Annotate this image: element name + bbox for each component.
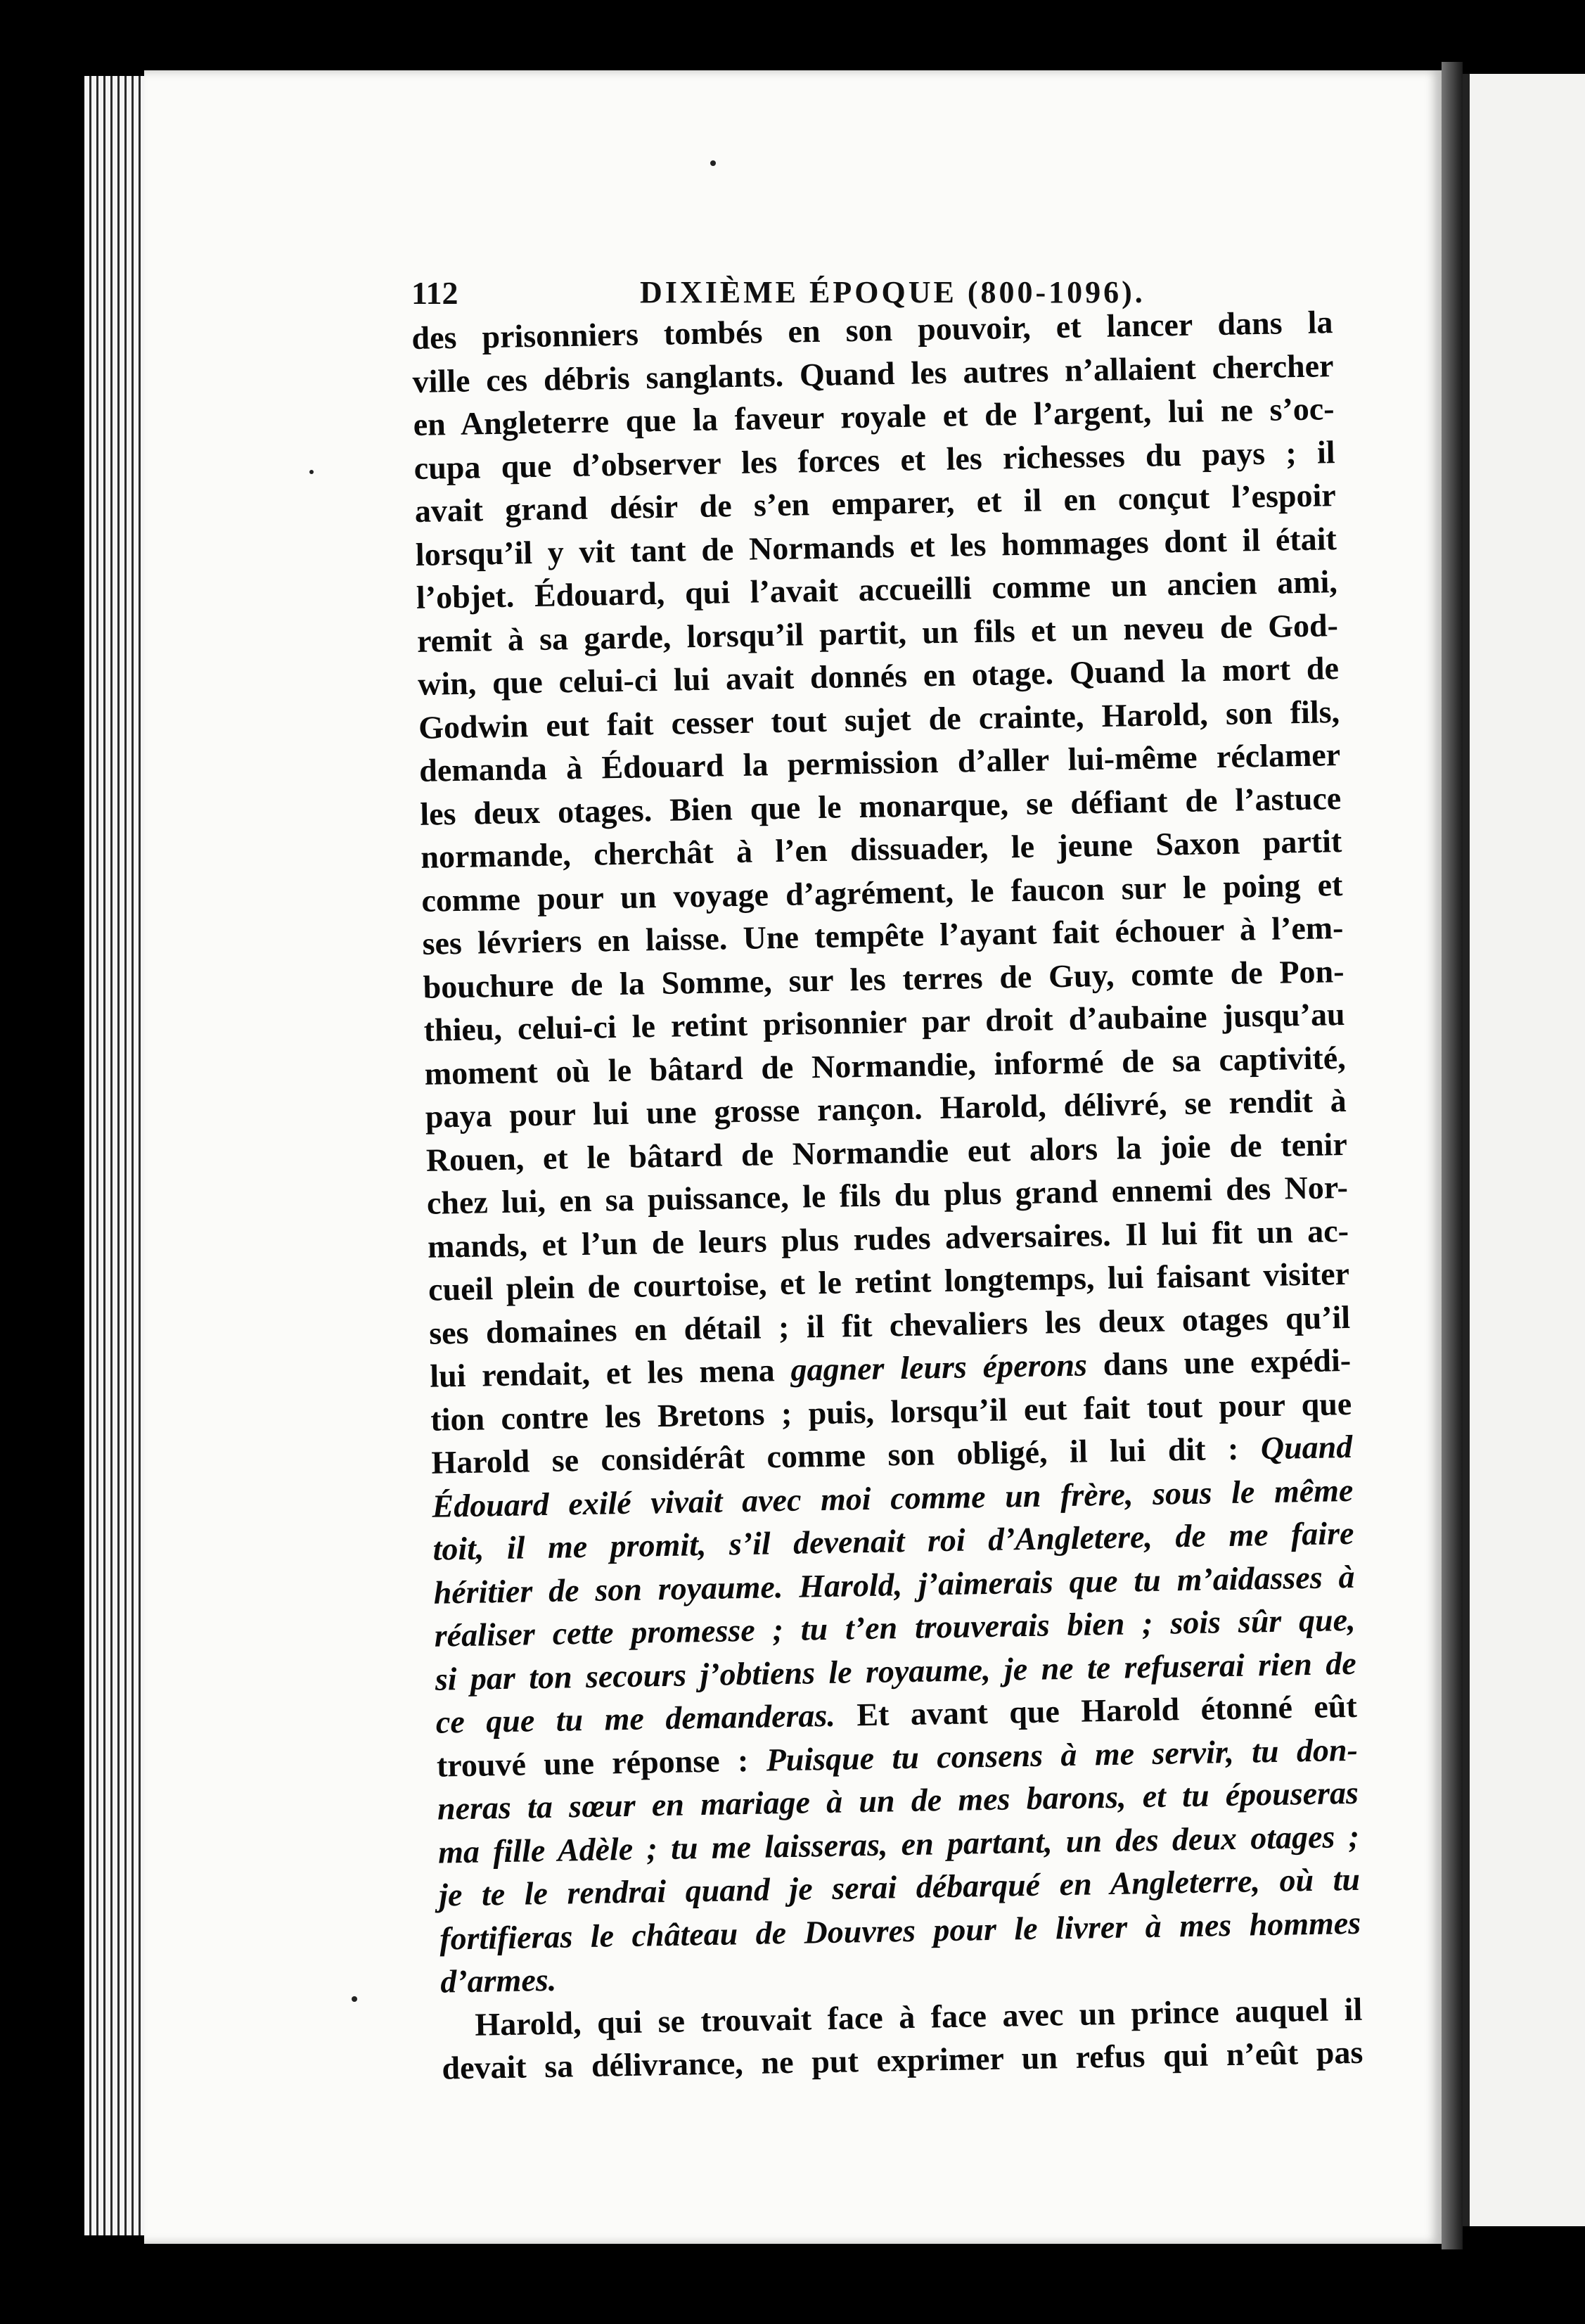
text-segment: trouvé une réponse : bbox=[436, 1742, 767, 1784]
text-line: normande, cherchât à l’en dissuader, le jeune Saxon partit bbox=[420, 823, 1342, 875]
text-line: toit, il me promit, s’il devenait roi d’Angletere, de me faire bbox=[432, 1514, 1354, 1567]
text-segment: Et avant que Harold étonné eût bbox=[835, 1687, 1358, 1733]
text-line: lorsqu’il y vit tant de Normands et les hommages dont il était bbox=[415, 520, 1337, 573]
text-line: demanda à Édouard la permission d’aller lui-même réclamer bbox=[418, 736, 1341, 788]
text-line: cupa que d’observer les forces et les richesses du pays ; il bbox=[413, 433, 1335, 486]
text-line: tion contre les Bretons ; puis, lorsqu’il eut fait tout pour que bbox=[430, 1385, 1352, 1438]
text-line: ses lévriers en laisse. Une tempête l’ayant fait échouer à l’em- bbox=[422, 909, 1344, 962]
text-segment: Puisque tu consens à me servir, tu don- bbox=[766, 1731, 1359, 1778]
text-line: win, que celui-ci lui avait donnés en otage. Quand la mort de bbox=[417, 650, 1340, 702]
speck bbox=[309, 470, 314, 474]
text-line: je te le rendrai quand je serai débarqué en Angleterre, où tu bbox=[438, 1860, 1361, 1913]
text-line: cueil plein de courtoise, et le retint longtemps, lui faisant visiter bbox=[428, 1255, 1350, 1308]
text-line: neras ta sœur en mariage à un de mes barons, et tu épouseras bbox=[437, 1774, 1359, 1827]
text-line: chez lui, en sa puissance, le fils du plus grand ennemi des Nor- bbox=[426, 1168, 1349, 1221]
text-line: les deux otages. Bien que le monarque, se défiant de l’astuce bbox=[419, 779, 1342, 832]
text-line: Rouen, et le bâtard de Normandie eut alors la joie de tenir bbox=[425, 1125, 1348, 1178]
facing-page bbox=[1463, 74, 1585, 2226]
text-line: réaliser cette promesse ; tu t’en trouverais bien ; sois sûr que, bbox=[434, 1601, 1356, 1654]
text-line: si par ton secours j’obtiens le royaume, je ne te refuserai rien de bbox=[435, 1645, 1357, 1697]
running-head-title: DIXIÈME ÉPOQUE (800-1096). bbox=[640, 275, 1146, 309]
text-segment: dans une expédi- bbox=[1086, 1341, 1352, 1383]
text-line: des prisonniers tombés en son pouvoir, et lancer dans la bbox=[411, 304, 1333, 356]
text-line: comme pour un voyage d’agrément, le faucon sur le poing et bbox=[421, 866, 1343, 919]
text-segment: lui rendait, et les mena bbox=[429, 1351, 791, 1394]
text-line: héritier de son royaume. Harold, j’aimerais que tu m’aidasses à bbox=[433, 1558, 1355, 1611]
text-line: Godwin eut fait cesser tout sujet de crainte, Harold, son fils, bbox=[418, 693, 1340, 746]
text-line: thieu, celui-ci le retint prisonnier par droit d’aubaine jusqu’au bbox=[423, 995, 1345, 1048]
text-line: paya pour lui une grosse rançon. Harold, délivré, se rendit à bbox=[425, 1082, 1347, 1135]
text-line: mands, et l’un de leurs plus rudes adversaires. Il lui fit un ac- bbox=[427, 1212, 1349, 1265]
facing-page-edge bbox=[1463, 74, 1470, 2226]
text-line: Édouard exilé vivait avec moi comme un frère, sous le même bbox=[432, 1471, 1354, 1524]
text-line: ma fille Adèle ; tu me laisseras, en partant, un des deux otages ; bbox=[437, 1818, 1360, 1870]
page-number: 112 bbox=[411, 275, 458, 311]
text-line: devait sa délivrance, ne put exprimer un refus qui n’eût pas bbox=[442, 2034, 1363, 2086]
text-line: moment où le bâtard de Normandie, informé de sa captivité, bbox=[424, 1039, 1347, 1092]
text-line: avait grand désir de s’en emparer, et il en conçut l’espoir bbox=[414, 477, 1337, 529]
text-line: bouchure de la Somme, sur les terres de Guy, comte de Pon- bbox=[423, 952, 1345, 1005]
text-line: d’armes. bbox=[439, 1961, 557, 2000]
speck bbox=[352, 1996, 357, 2002]
text-line: ses domaines en détail ; il fit chevaliers les deux otages qu’il bbox=[428, 1298, 1351, 1351]
text-segment: gagner leurs éperons bbox=[790, 1346, 1088, 1388]
text-line: remit à sa garde, lorsqu’il partit, un fils et un neveu de God- bbox=[416, 606, 1339, 659]
text-line: ville ces débris sanglants. Quand les autres n’allaient chercher bbox=[412, 347, 1334, 400]
text-segment: Harold se considérât comme son obligé, il lui dit : bbox=[430, 1430, 1262, 1481]
text-line: fortifieras le château de Douvres pour le livrer à mes hommes bbox=[439, 1904, 1361, 1957]
book-gutter bbox=[1442, 62, 1463, 2249]
speck bbox=[710, 160, 716, 166]
page-edges bbox=[84, 76, 148, 2235]
text-line: en Angleterre que la faveur royale et de l’argent, lui ne s’oc- bbox=[413, 390, 1335, 442]
text-segment: ce que tu me demanderas. bbox=[435, 1697, 836, 1740]
text-line: l’objet. Édouard, qui l’avait accueilli comme un ancien ami, bbox=[416, 563, 1338, 615]
body-text bbox=[411, 300, 1363, 2090]
text-segment: Quand bbox=[1260, 1428, 1353, 1467]
text-line: Harold, qui se trouvait face à face avec un prince auquel il bbox=[474, 1991, 1363, 2043]
